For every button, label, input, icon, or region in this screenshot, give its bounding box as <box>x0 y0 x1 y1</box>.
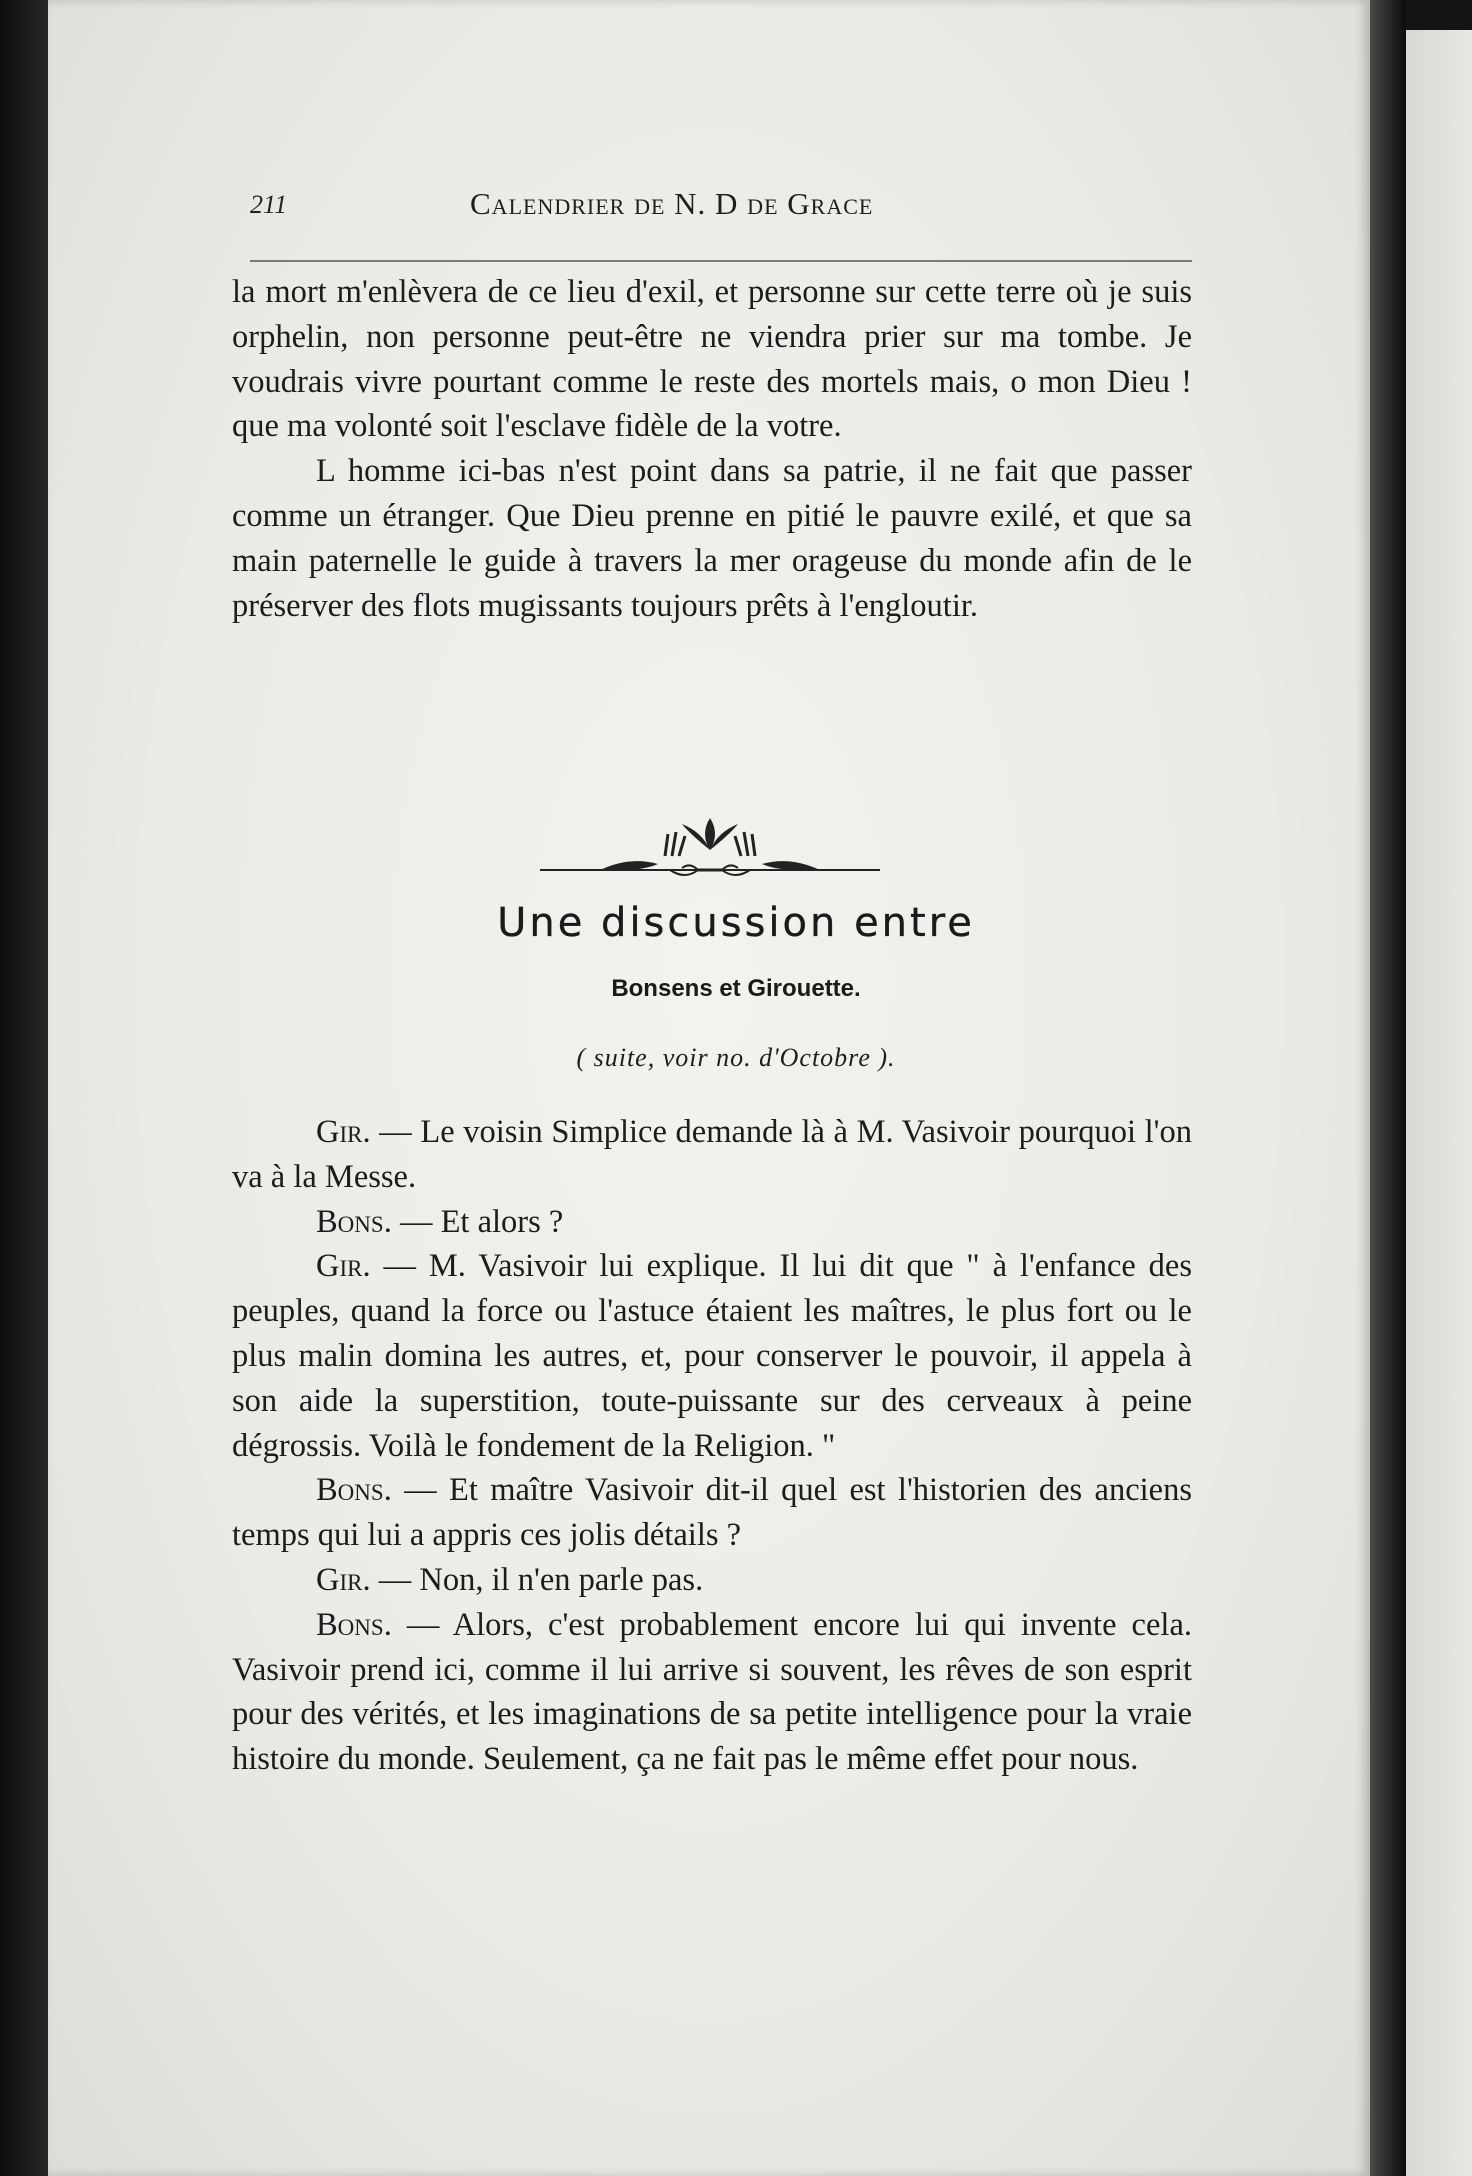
dialogue-line <box>232 1468 1192 1558</box>
speaker: Gir. <box>316 1114 371 1150</box>
facing-page-edge <box>1406 30 1472 2176</box>
line-text: — Non, il n'en parle pas. <box>370 1561 704 1598</box>
scan-border-top-right <box>1406 0 1472 30</box>
article-title: Une discussion entre <box>497 900 975 946</box>
page-number: 211 <box>250 190 288 219</box>
running-head <box>250 186 1200 236</box>
running-title: Calendrier de N. D de Grace <box>470 186 874 221</box>
paragraph: la mort m'enlèvera de ce lieu d'exil, et personne sur cette terre où je suis orphelin, non personne peut-être ne viendra prier sur ma tombe. Je voudrais vivre pourtant comme le reste des mortels mais, o mon Dieu ! que ma volonté soit l'esclave fidèle de la votre. <box>232 274 1192 445</box>
article-subtitle: Bonsens et Girouette. <box>611 975 861 1002</box>
speaker: Gir. <box>316 1561 371 1598</box>
speaker: Bons. <box>316 1606 392 1643</box>
dialogue-line <box>232 1110 1192 1200</box>
paragraph: L homme ici-bas n'est point dans sa patrie, il ne fait que passer comme un étranger. Que Dieu prenne en pitié le pauvre exilé, et que sa main paternelle le guide à travers la mer orageuse du monde afin de le préserver des flots mugissants toujours prêts à l'engloutir. <box>232 453 1192 624</box>
line-text: — Et alors ? <box>391 1203 564 1240</box>
ornament-divider <box>540 812 880 888</box>
line-text: — Et maître Vasivoir dit-il quel est l'historien des anciens temps qui lui a appris ces jolis détails ? <box>232 1472 1192 1554</box>
dialogue-line <box>232 1244 1192 1468</box>
line-text: — M. Vasivoir lui explique. Il lui dit que " à l'enfance des peuples, quand la force ou l'astuce étaient les maîtres, le plus fort ou le plus malin domina les autres, et, pour conserver le pouvoir, il appela à son aide la superstition, toute-puissante sur des cerveaux à peine dégrossis. Voilà le fondement de la Religion. " <box>232 1248 1192 1464</box>
speaker: Bons. <box>316 1203 392 1240</box>
dialogue-text <box>232 1110 1192 1782</box>
dialogue-line <box>232 1603 1192 1782</box>
header-rule <box>250 260 1192 262</box>
dialogue-line <box>232 1200 1192 1245</box>
continuation-note: ( suite, voir no. d'Octobre ). <box>576 1043 896 1072</box>
scan-border-left <box>0 0 48 2176</box>
speaker: Gir. <box>316 1248 371 1285</box>
line-text: — Alors, c'est probablement encore lui qui invente cela. Vasivoir prend ici, comme il lui arrive si souvent, les rêves de son esprit pour des vérités, et les imaginations de sa petite intelligence pour la vraie histoire du monde. Seulement, ça ne fait pas le même effet pour nous. <box>232 1606 1192 1778</box>
line-text: — Le voisin Simplice demande là à M. Vasivoir pourquoi l'on va à la Messe. <box>232 1114 1192 1195</box>
speaker: Bons. <box>316 1472 392 1509</box>
dialogue-line <box>232 1558 1192 1603</box>
intro-text <box>232 270 1192 628</box>
book-gutter <box>1370 0 1406 2176</box>
